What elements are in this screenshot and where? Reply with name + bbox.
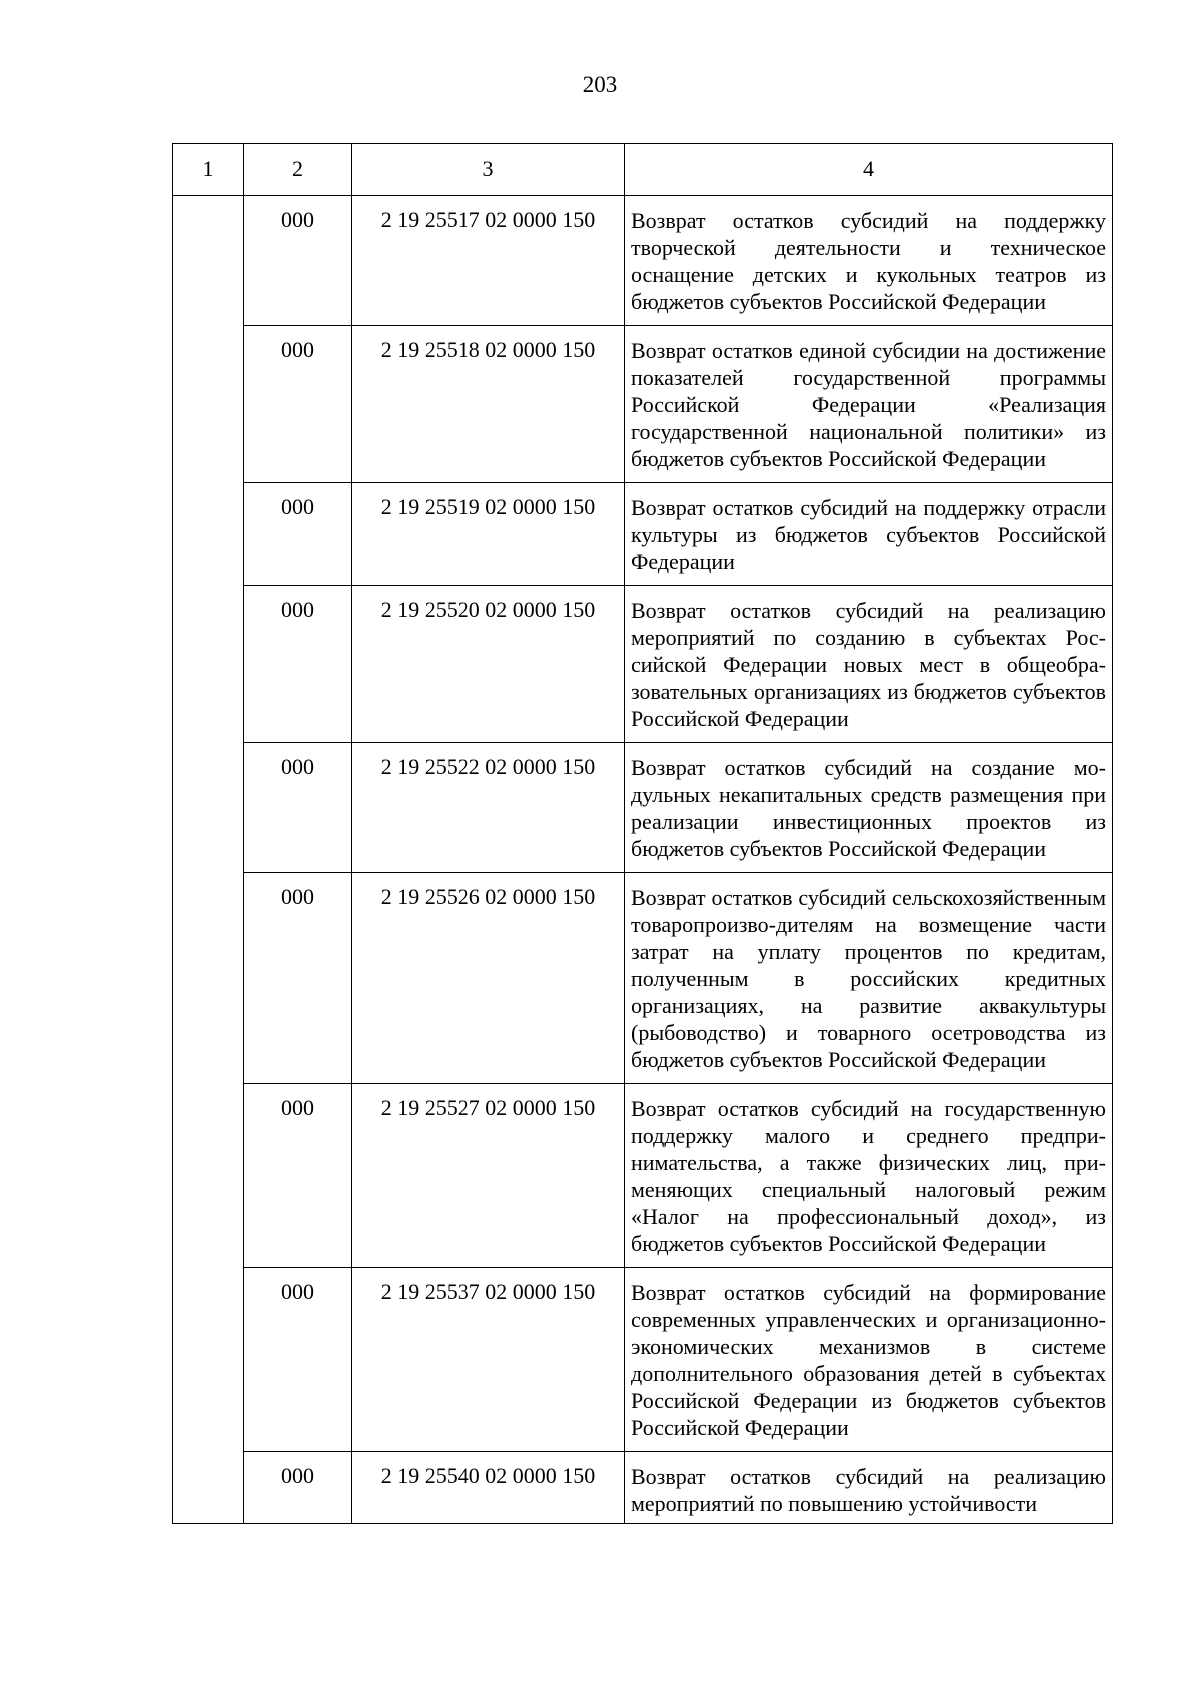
table-row — [173, 326, 1113, 483]
description-cell: Возврат остатков субсидий сельскохозяйственным товаропроизво-дителям на возмещение части затрат на уплату процентов по кредитам, полученным в российских кредитных организациях, на развитие аквакультуры (рыбоводство) и товарного осетроводства из бюджетов субъектов Российской Федерации — [625, 873, 1113, 1084]
description-cell: Возврат остатков субсидий на формирование современных управленческих и организационно-экономических механизмов в системе дополнительного образования детей в субъектах Российской Федерации из бюджетов субъектов Российской Федерации — [625, 1268, 1113, 1452]
budget-code-cell: 2 19 25519 02 0000 150 — [352, 483, 625, 586]
admin-code-cell: 000 — [244, 196, 352, 326]
header-col-1: 1 — [173, 144, 244, 196]
table-row — [173, 586, 1113, 743]
description-cell: Возврат остатков субсидий на поддержку творческой деятельности и техническое оснащение детских и кукольных театров из бюджетов субъектов Российской Федерации — [625, 196, 1113, 326]
admin-code-cell: 000 — [244, 1452, 352, 1524]
admin-code-cell: 000 — [244, 1084, 352, 1268]
empty-column-cell — [173, 196, 244, 1524]
admin-code-cell: 000 — [244, 873, 352, 1084]
admin-code-cell: 000 — [244, 326, 352, 483]
budget-code-cell: 2 19 25517 02 0000 150 — [352, 196, 625, 326]
header-col-3: 3 — [352, 144, 625, 196]
table-row — [173, 1084, 1113, 1268]
description-cell: Возврат остатков единой субсидии на достижение показателей государственной программы Российской Федерации «Реализация государственной национальной политики» из бюджетов субъектов Российской Федерации — [625, 326, 1113, 483]
budget-code-cell: 2 19 25537 02 0000 150 — [352, 1268, 625, 1452]
description-cell: Возврат остатков субсидий на государственную поддержку малого и среднего предпринимательства, а также физических лиц, применяющих специальный налоговый режим «Налог на профессиональный доход», из бюджетов субъектов Российской Федерации — [625, 1084, 1113, 1268]
budget-code-cell: 2 19 25527 02 0000 150 — [352, 1084, 625, 1268]
header-col-4: 4 — [625, 144, 1113, 196]
table-row — [173, 743, 1113, 873]
table-row — [173, 196, 1113, 326]
description-cell: Возврат остатков субсидий на реализацию мероприятий по созданию в субъектах Российской Федерации новых мест в общеобразовательных организациях из бюджетов субъектов Российской Федерации — [625, 586, 1113, 743]
admin-code-cell: 000 — [244, 483, 352, 586]
admin-code-cell: 000 — [244, 1268, 352, 1452]
budget-code-cell: 2 19 25520 02 0000 150 — [352, 586, 625, 743]
table-row — [173, 483, 1113, 586]
budget-table — [172, 143, 1113, 1524]
header-col-2: 2 — [244, 144, 352, 196]
admin-code-cell: 000 — [244, 743, 352, 873]
budget-code-cell: 2 19 25518 02 0000 150 — [352, 326, 625, 483]
budget-code-cell: 2 19 25540 02 0000 150 — [352, 1452, 625, 1524]
budget-code-cell: 2 19 25526 02 0000 150 — [352, 873, 625, 1084]
table-row — [173, 1452, 1113, 1524]
description-cell: Возврат остатков субсидий на реализацию мероприятий по повышению устойчивости — [625, 1452, 1113, 1524]
description-cell: Возврат остатков субсидий на поддержку отрасли культуры из бюджетов субъектов Российской Федерации — [625, 483, 1113, 586]
description-cell: Возврат остатков субсидий на создание модульных некапитальных средств размещения при реализации инвестиционных проектов из бюджетов субъектов Российской Федерации — [625, 743, 1113, 873]
page-number: 203 — [582, 72, 618, 97]
table-row — [173, 1268, 1113, 1452]
table-header — [173, 144, 1113, 196]
budget-code-cell: 2 19 25522 02 0000 150 — [352, 743, 625, 873]
admin-code-cell: 000 — [244, 586, 352, 743]
table-row — [173, 873, 1113, 1084]
